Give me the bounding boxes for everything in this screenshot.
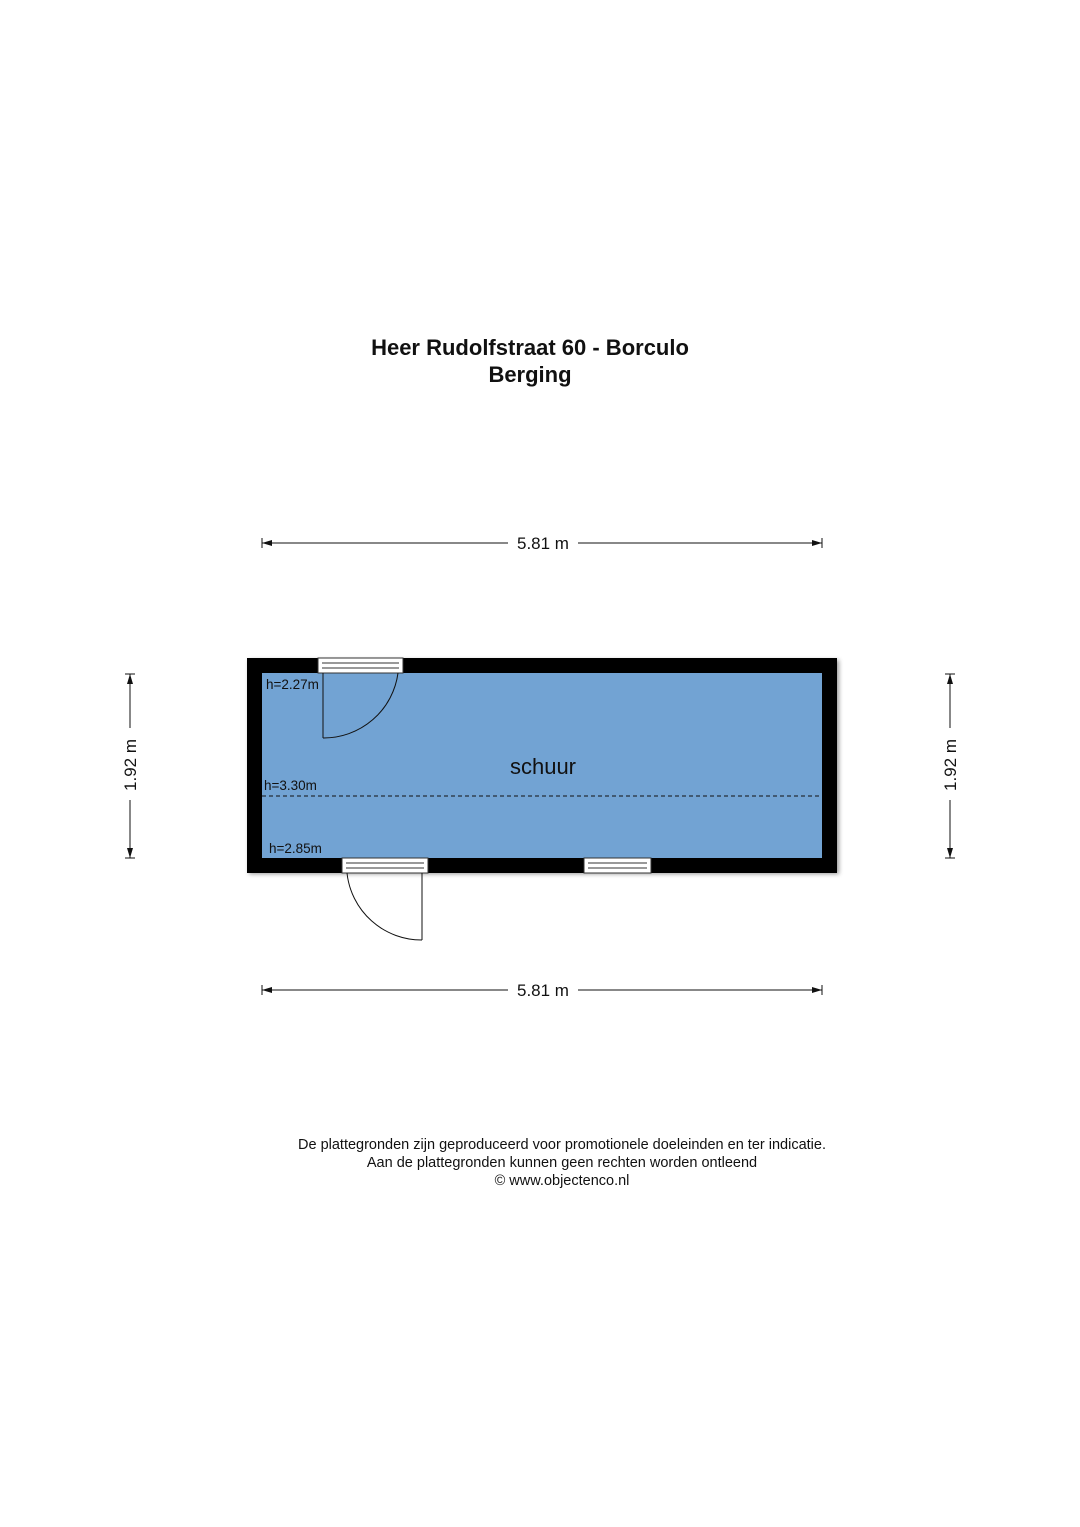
top-dimension (262, 534, 822, 553)
bottom-dimension-label: 5.81 m (517, 981, 569, 1000)
copyright-line: © www.objectenco.nl (494, 1173, 630, 1189)
left-dimension-label: 1.92 m (121, 739, 140, 791)
bottom-door (342, 858, 428, 940)
plan-subtitle: Berging (488, 362, 572, 387)
left-dimension (121, 674, 140, 858)
disclaimer-line-2: Aan de plattegronden kunnen geen rechten worden ontleend (366, 1155, 758, 1171)
height-label-bottom: h=2.85m (269, 841, 322, 856)
height-label-middle: h=3.30m (264, 778, 317, 793)
bottom-window (584, 858, 651, 873)
disclaimer-line-1: De plattegronden zijn geproduceerd voor promotionele doeleinden en ter indicatie. (298, 1137, 826, 1153)
right-dimension-label: 1.92 m (941, 739, 960, 791)
height-label-top: h=2.27m (266, 677, 319, 692)
room-label: schuur (509, 754, 577, 779)
top-dimension-label: 5.81 m (517, 534, 569, 553)
right-dimension (941, 674, 960, 858)
plan-title: Heer Rudolfstraat 60 - Borculo (371, 335, 689, 360)
bottom-dimension (262, 981, 822, 1000)
